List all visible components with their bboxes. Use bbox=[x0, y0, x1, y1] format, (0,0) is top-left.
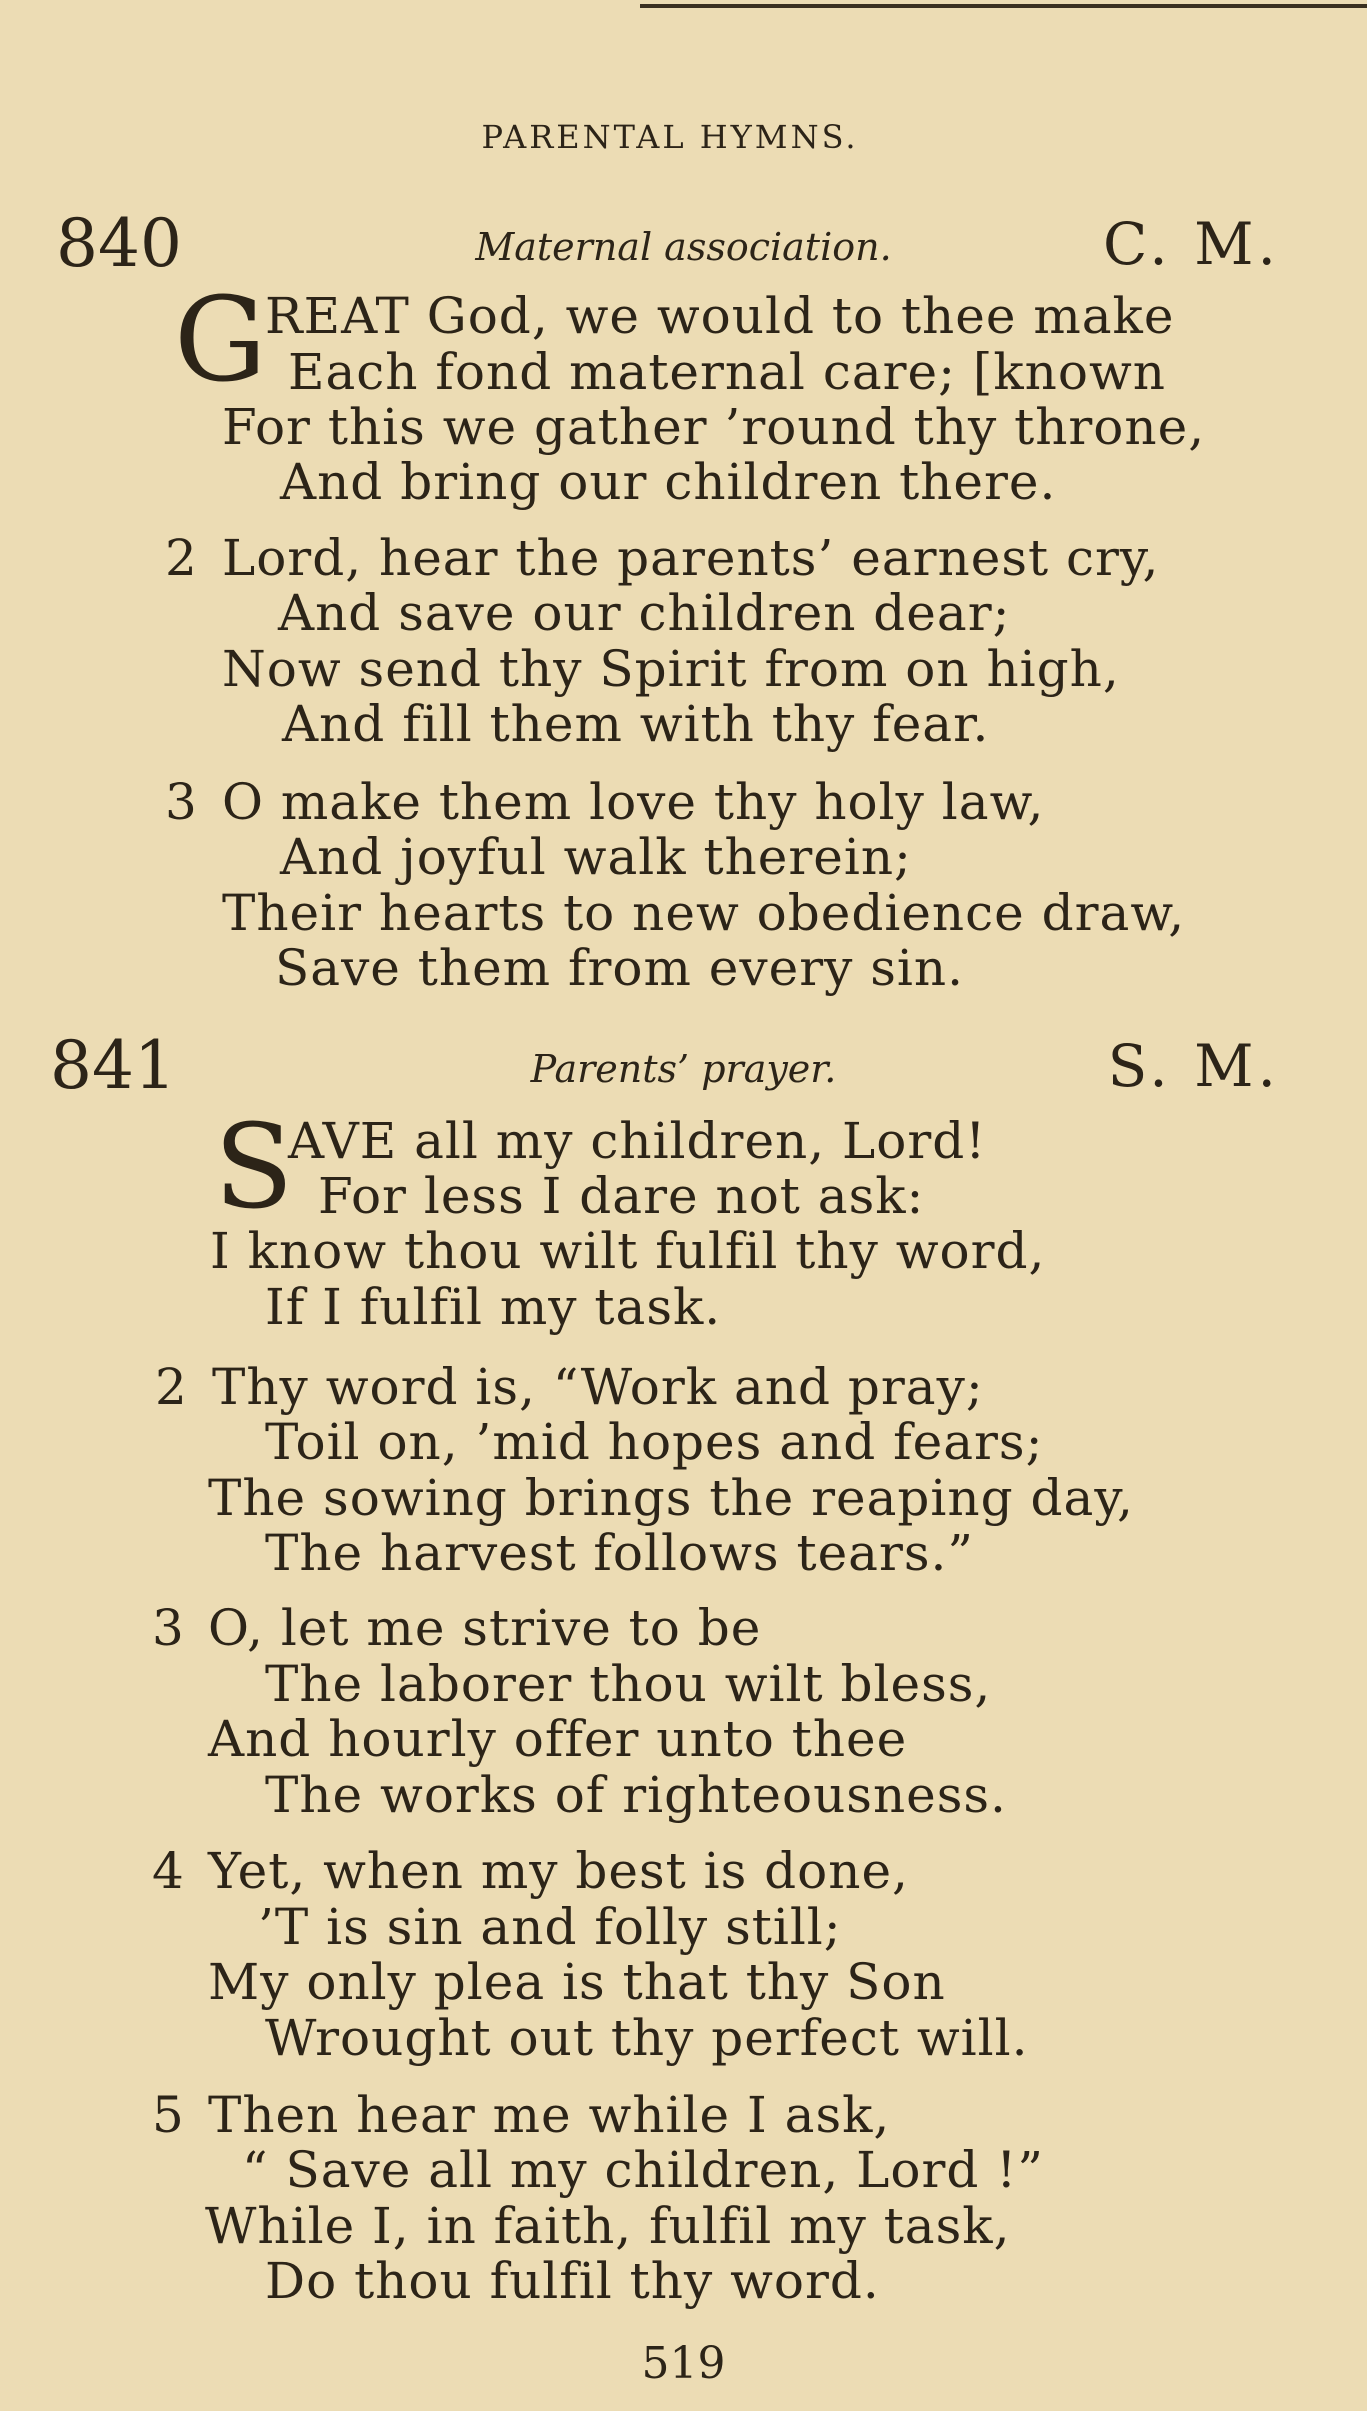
verse-number: 5 bbox=[152, 2086, 184, 2144]
hymn-line: The laborer thou wilt bless, bbox=[265, 1655, 992, 1713]
hymn-line: Yet, when my best is done, bbox=[208, 1842, 909, 1900]
hymn-line: If I fulfil my task. bbox=[265, 1278, 722, 1336]
hymn-line: “ Save all my children, Lord !” bbox=[242, 2141, 1044, 2199]
hymn-subject: Maternal association. bbox=[475, 225, 892, 269]
hymn-line: The harvest follows tears.” bbox=[265, 1524, 974, 1582]
hymn-line: And bring our children there. bbox=[280, 453, 1057, 511]
hymn-line: I know thou wilt fulfil thy word, bbox=[210, 1222, 1046, 1280]
verse-number: 3 bbox=[152, 1599, 184, 1657]
hymn-line: And hourly offer unto thee bbox=[208, 1710, 908, 1768]
verse-number: 2 bbox=[165, 529, 197, 587]
hymn-line: Lord, hear the parents’ earnest cry, bbox=[222, 529, 1160, 587]
hymn-line: Do thou fulfil thy word. bbox=[265, 2252, 880, 2310]
verse-number: 2 bbox=[155, 1358, 187, 1416]
hymn-line: The sowing brings the reaping day, bbox=[208, 1469, 1134, 1527]
hymn-line: Thy word is, “Work and pray; bbox=[212, 1358, 984, 1416]
hymn-line: ’T is sin and folly still; bbox=[258, 1898, 842, 1956]
running-head: PARENTAL HYMNS. bbox=[481, 118, 859, 156]
top-rule bbox=[640, 4, 1367, 8]
hymn-line: Save them from every sin. bbox=[275, 939, 965, 997]
hymn-line: Wrought out thy perfect will. bbox=[265, 2009, 1029, 2067]
hymn-line: And save our children dear; bbox=[278, 584, 1011, 642]
hymn-line: My only plea is that thy Son bbox=[208, 1953, 946, 2011]
hymn-line: Toil on, ’mid hopes and fears; bbox=[265, 1413, 1044, 1471]
hymn-line: And fill them with thy fear. bbox=[282, 695, 990, 753]
hymn-line: Each fond maternal care; [known bbox=[288, 343, 1166, 401]
verse-number: 3 bbox=[165, 773, 197, 831]
page-number: 519 bbox=[641, 2338, 726, 2389]
drop-cap: S bbox=[214, 1100, 294, 1235]
hymn-line: Now send thy Spirit from on high, bbox=[222, 640, 1120, 698]
hymn-meter: S. M. bbox=[1107, 1032, 1280, 1100]
hymn-line: For less I dare not ask: bbox=[318, 1167, 925, 1225]
hymn-line: For this we gather ’round thy throne, bbox=[222, 398, 1206, 456]
hymn-meter: C. M. bbox=[1102, 210, 1280, 278]
hymn-line: REAT God, we would to thee make bbox=[265, 287, 1175, 345]
hymn-line: And joyful walk therein; bbox=[280, 828, 912, 886]
hymn-line: The works of righteousness. bbox=[265, 1766, 1007, 1824]
drop-cap: G bbox=[174, 273, 267, 408]
hymn-line: While I, in faith, fulfil my task, bbox=[205, 2197, 1011, 2255]
hymn-line: AVE all my children, Lord! bbox=[288, 1112, 987, 1170]
hymn-number: 840 bbox=[56, 205, 182, 282]
hymn-line: Then hear me while I ask, bbox=[208, 2086, 891, 2144]
hymn-subject: Parents’ prayer. bbox=[530, 1047, 837, 1091]
hymn-line: O, let me strive to be bbox=[208, 1599, 762, 1657]
hymn-line: O make them love thy holy law, bbox=[222, 773, 1045, 831]
hymn-number: 841 bbox=[50, 1027, 176, 1104]
hymn-line: Their hearts to new obedience draw, bbox=[222, 884, 1186, 942]
verse-number: 4 bbox=[152, 1842, 184, 1900]
hymn-header bbox=[0, 1028, 1367, 1108]
